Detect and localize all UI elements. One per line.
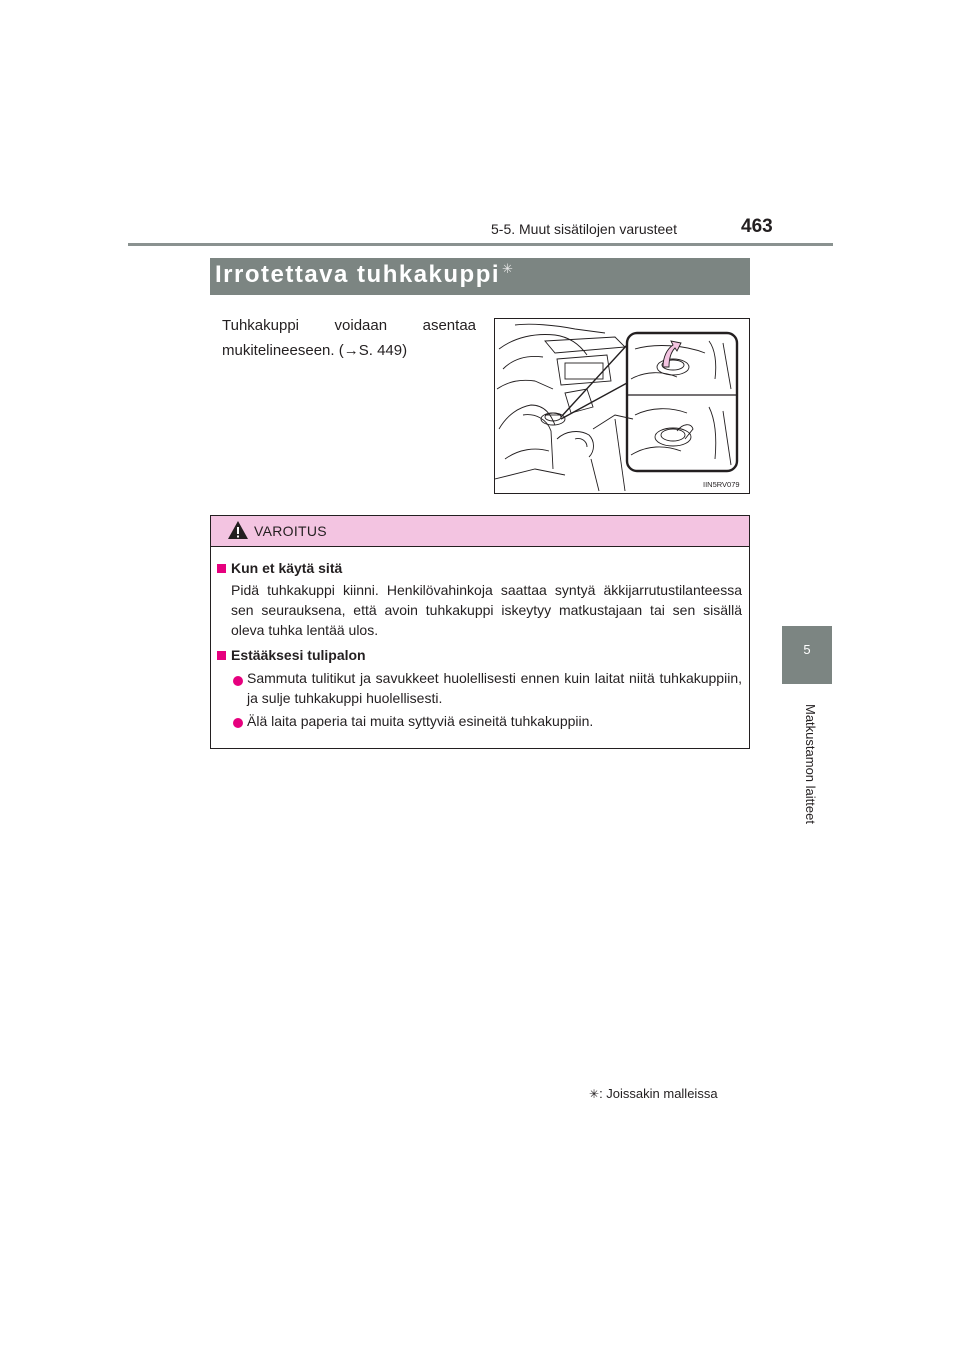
warning-title: VAROITUS [254,523,327,539]
warning-item-heading [217,558,342,578]
warning-item-text: Pidä tuhkakuppi kiinni. Henkilövahinkoja saattaa syntyä äkkijarrutustilanteessa sen seurauksena, että avoin tuhkakuppi iskeytyy matkustajaan tai sen sisällä oleva tuhka lentää ulos. [231,582,742,638]
running-header-section: 5-5. Muut sisätilojen varusteet [491,221,677,237]
figure-code: IIN5RV079 [703,480,740,489]
footnote-marker: ✳ [589,1087,600,1101]
warning-item-heading-text: Kun et käytä sitä [231,560,343,576]
warning-item-heading [217,645,366,665]
warning-item-heading-text: Estääksesi tulipalon [231,647,366,663]
square-bullet-icon [217,564,226,573]
warning-header [211,516,749,547]
square-bullet-icon [217,651,226,660]
warning-bullet-text: Älä laita paperia tai muita syttyviä esineitä tuhkakuppiin. [247,713,594,729]
footnote [589,1086,718,1101]
availability-marker: ✳ [502,261,515,276]
warning-box [210,515,750,749]
intro-paragraph: Tuhkakuppi voidaan asentaa mukitelineeseen. (→S. 449) [222,317,476,359]
chapter-tab-label: Matkustamon laitteet [803,704,818,824]
round-bullet-icon [233,718,243,728]
section-title [215,261,514,289]
warning-triangle-icon [227,520,249,540]
round-bullet-icon [233,676,243,686]
ashtray-drawing [495,319,749,493]
section-title-text: Irrotettava tuhkakuppi [215,261,501,288]
ashtray-illustration [494,318,750,494]
chapter-tab-number: 5 [803,642,811,657]
page-number: 463 [741,216,773,237]
footnote-text: : Joissakin malleissa [599,1086,718,1101]
header-rule [128,243,833,246]
warning-bullet-text: Sammuta tulitikut ja savukkeet huolellisesti ennen kuin laitat niitä tuhkakuppiin, ja sulje tuhkakuppi huolellisesti. [247,670,742,706]
